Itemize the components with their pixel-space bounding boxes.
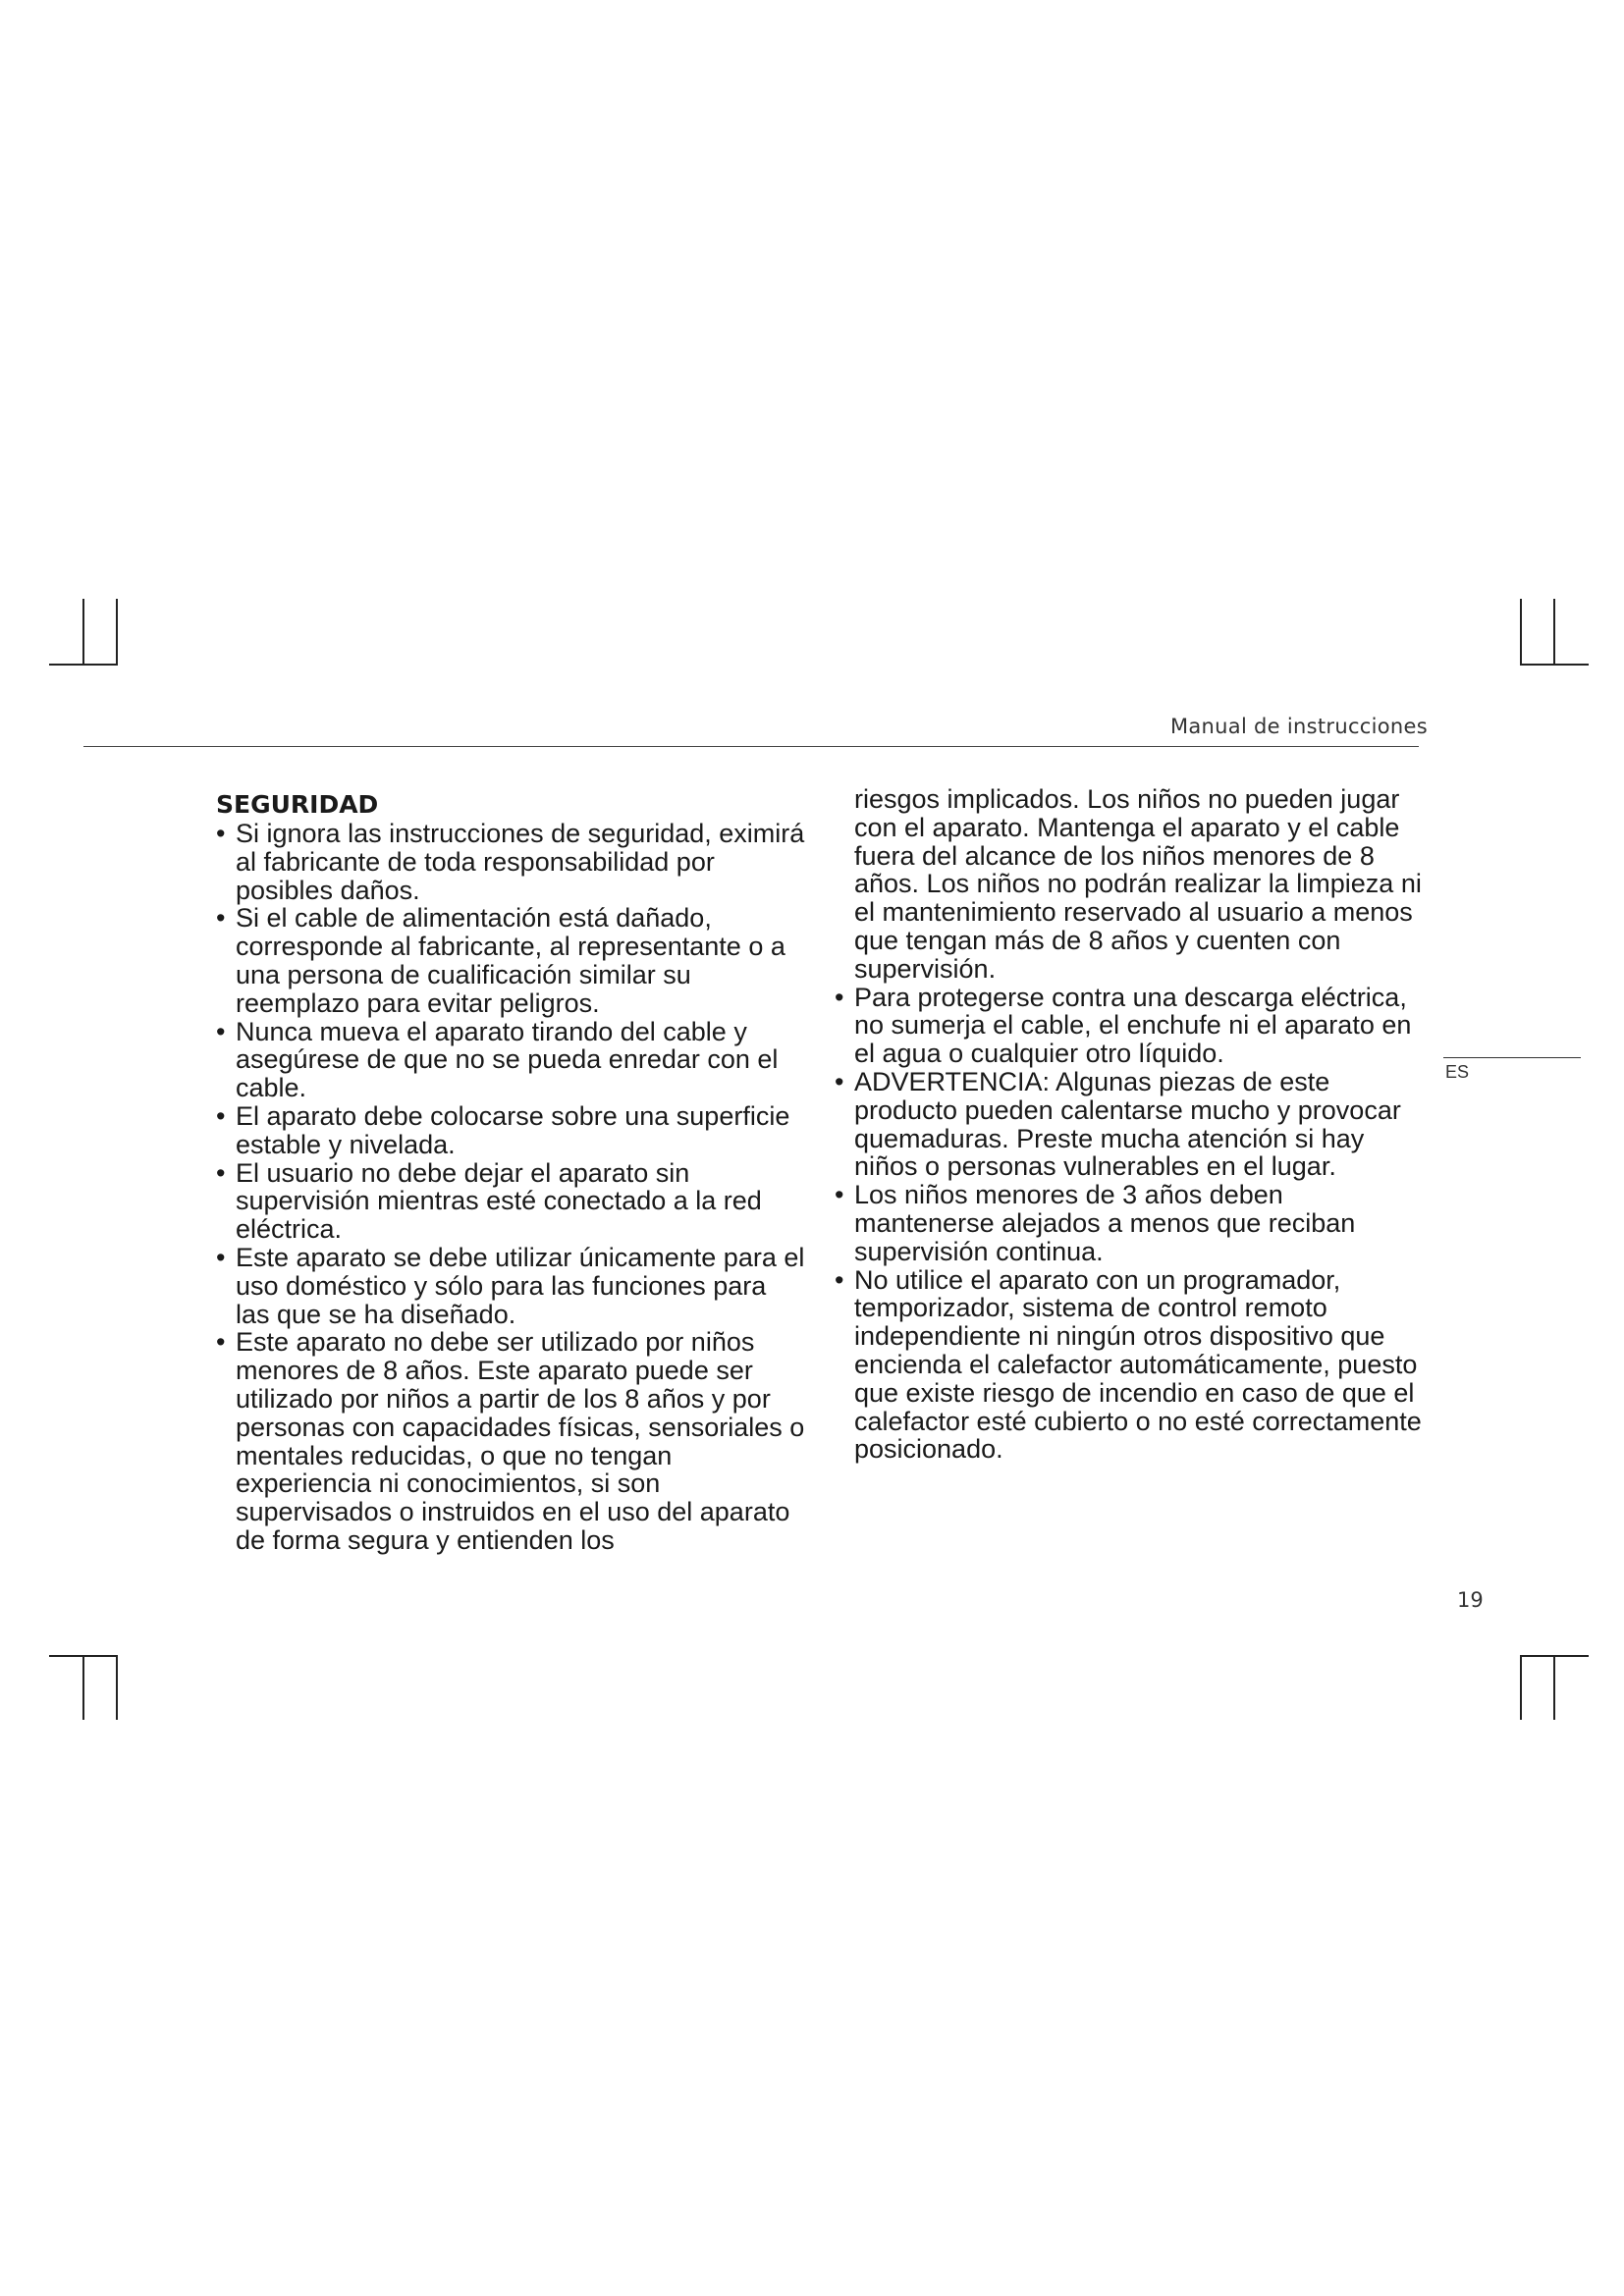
safety-item: • Los niños menores de 3 años deben mantenerse alejados a menos que reciban supervisión continua. (835, 1181, 1424, 1265)
section-title-seguridad: SEGURIDAD (216, 790, 379, 819)
left-column (216, 790, 805, 1555)
crop-mark-top-right-horizontal (1520, 664, 1589, 666)
page-number: 19 (1457, 1588, 1484, 1612)
continued-paragraph: riesgos implicados. Los niños no pueden jugar con el aparato. Mantenga el aparato y el cable fuera del alcance de los niños menores de 8 años. Los niños no podrán realizar la limpieza ni el mantenimiento reservado al usuario a menos que tengan más de 8 años y cuenten con supervisión. (854, 784, 1422, 984)
language-tab-label: ES (1445, 1062, 1470, 1082)
safety-item: • Nunca mueva el aparato tirando del cable y asegúrese de que no se pueda enredar con el cable. (216, 1018, 805, 1102)
crop-mark-bottom-left-vertical (116, 1655, 118, 1720)
language-tab (1443, 1057, 1581, 1083)
crop-mark-top-right-vertical-2 (1553, 599, 1555, 664)
safety-item: • El aparato debe colocarse sobre una superficie estable y nivelada. (216, 1102, 805, 1159)
crop-mark-top-left-vertical-2 (82, 599, 84, 664)
safety-item: • Este aparato no debe ser utilizado por niños menores de 8 años. Este aparato puede ser utilizado por niños a partir de los 8 años y por personas con capacidades físicas, sensoriales o mentales reducidas, o que no tengan experiencia ni conocimientos, si son supervisados o instruidos en el uso del aparato de forma segura y entienden los (216, 1328, 805, 1554)
crop-mark-bottom-right-vertical (1520, 1655, 1522, 1720)
crop-mark-bottom-right-vertical-2 (1553, 1655, 1555, 1720)
safety-item: • Si ignora las instrucciones de seguridad, eximirá al fabricante de toda responsabilidad por posibles daños. (216, 820, 805, 904)
safety-item: • Si el cable de alimentación está dañado, corresponde al fabricante, al representante o a una persona de cualificación similar su reemplazo para evitar peligros. (216, 904, 805, 1017)
safety-item: • Este aparato se debe utilizar únicamente para el uso doméstico y sólo para las funciones para las que se ha diseñado. (216, 1244, 805, 1328)
crop-mark-top-left-vertical (116, 599, 118, 666)
crop-mark-bottom-left-vertical-2 (82, 1655, 84, 1720)
crop-mark-top-right-vertical (1520, 599, 1522, 666)
right-column (835, 785, 1424, 1464)
crop-mark-top-left-horizontal (49, 664, 118, 666)
safety-item: • ADVERTENCIA: Algunas piezas de este producto pueden calentarse mucho y provocar quemaduras. Preste mucha atención si hay niños o personas vulnerables en el lugar. (835, 1068, 1424, 1181)
left-safety-list (216, 820, 805, 1555)
header-rule (83, 746, 1419, 747)
manual-header-title: Manual de instrucciones (1169, 715, 1428, 738)
right-safety-list (835, 984, 1424, 1465)
language-tab-rule (1443, 1057, 1581, 1058)
safety-item: • Para protegerse contra una descarga eléctrica, no sumerja el cable, el enchufe ni el aparato en el agua o cualquier otro líquido. (835, 984, 1424, 1068)
safety-item: • No utilice el aparato con un programador, temporizador, sistema de control remoto independiente ni ningún otros dispositivo que encienda el calefactor automáticamente, puesto que existe riesgo de incendio en caso de que el calefactor esté cubierto o no esté correctamente posicionado. (835, 1266, 1424, 1465)
safety-item: • El usuario no debe dejar el aparato sin supervisión mientras esté conectado a la red eléctrica. (216, 1159, 805, 1244)
